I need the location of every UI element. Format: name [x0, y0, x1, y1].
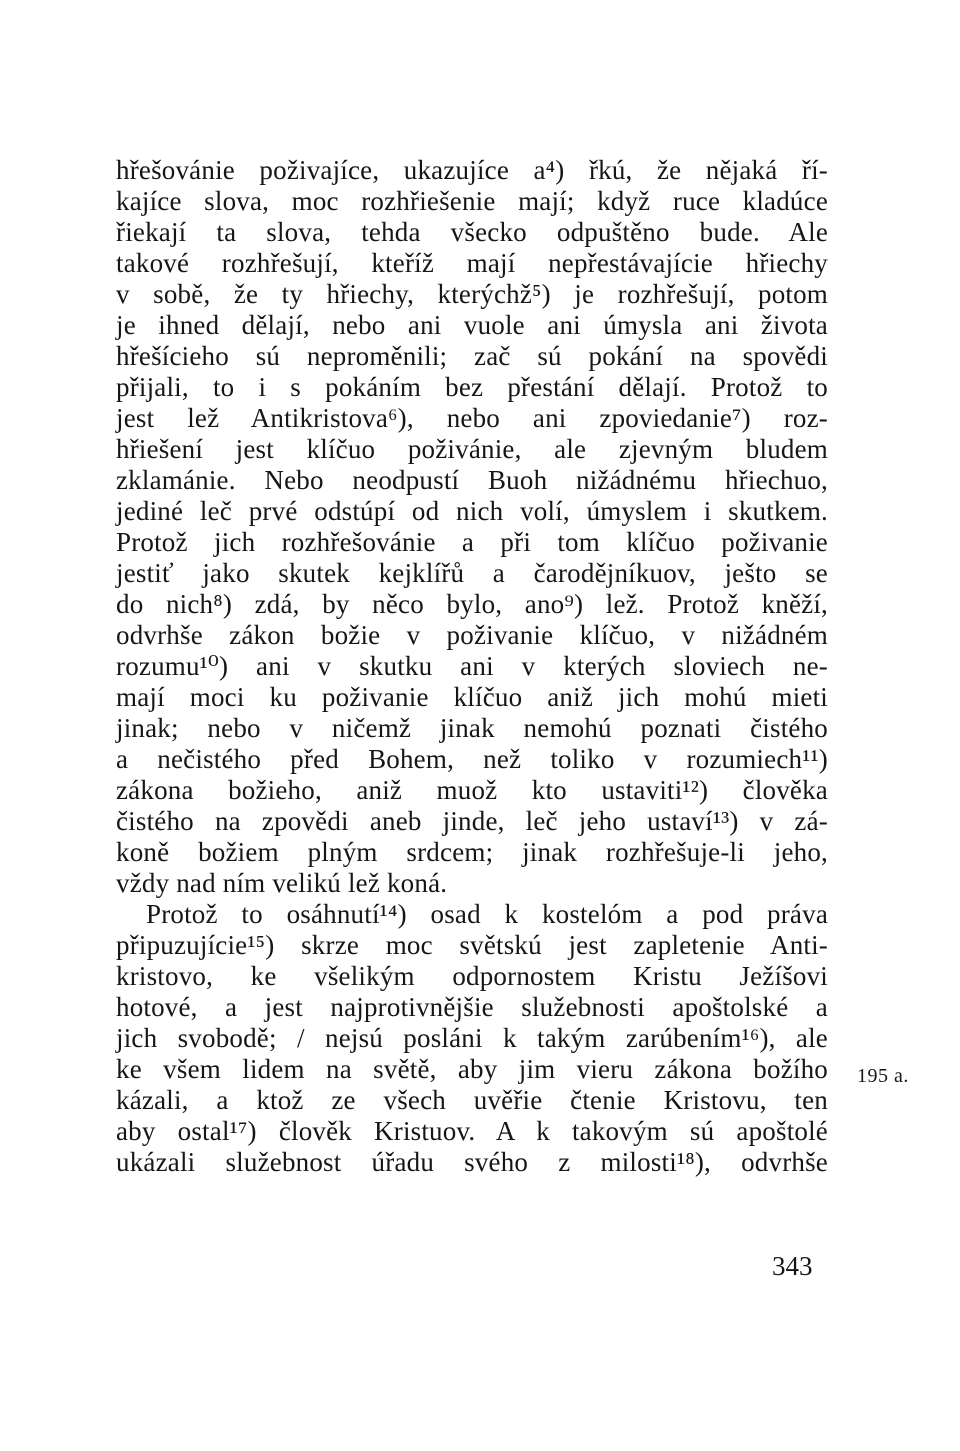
text-line: hřiešení jest klíčuo poživánie, ale zjevným bludem: [116, 434, 828, 464]
text-line: v sobě, že ty hřiechy, kterýchž⁵) je rozhřešují, potom: [116, 279, 828, 309]
page-number: 343: [772, 1251, 813, 1281]
text-line: rozumu¹⁰) ani v skutku ani v kterých sloviech ne-: [116, 651, 828, 681]
text-line: a nečistého před Bohem, než toliko v rozumiech¹¹): [116, 744, 828, 774]
text-line: mají moci ku poživanie klíčuo aniž jich mohú mieti: [116, 682, 828, 712]
text-line: zklamánie. Nebo neodpustí Buoh nižádnému hřiechuo,: [116, 465, 828, 495]
text-line: do nich⁸) zdá, by něco bylo, ano⁹) lež. Protož kněží,: [116, 589, 828, 619]
margin-folio-note: 195 a.: [857, 1065, 909, 1087]
text-line: hotové, a jest najprotivnějšie služebnosti apoštolské a: [116, 992, 828, 1022]
text-line: zákona božieho, aniž muož kto ustaviti¹²) člověka: [116, 775, 828, 805]
text-line: aby ostal¹⁷) člověk Kristuov. A k takovým sú apoštolé: [116, 1116, 828, 1146]
text-line: jinak; nebo v ničemž jinak nemohú poznati čistého: [116, 713, 828, 743]
body-text: [116, 155, 828, 1178]
text-line: jest lež Antikristova⁶), nebo ani zpoviedanie⁷) roz-: [116, 403, 828, 433]
paragraph-end-line: vždy nad ním velikú lež koná.: [116, 868, 448, 898]
text-line: ukázali služebnost úřadu svého z milosti¹⁸), odvrhše: [116, 1147, 828, 1177]
text-line: čistého na zpovědi aneb jinde, leč jeho ustaví¹³) v zá-: [116, 806, 828, 836]
text-line: hřešovánie poživajíce, ukazujíce a⁴) řkú, že nějaká ří-: [116, 155, 828, 185]
text-line: připuzujície¹⁵) skrze moc světskú jest zapletenie Anti-: [116, 930, 828, 960]
text-line: odvrhše zákon božie v poživanie klíčuo, v nižádném: [116, 620, 828, 650]
text-line: přijali, to i s pokáním bez přestání dělají. Protož to: [116, 372, 828, 402]
text-line: jediné leč prvé odstúpí od nich volí, úmyslem i skutkem.: [116, 496, 828, 526]
text-line: kázali, a ktož ze všech uvěřie čtenie Kristovu, ten: [116, 1085, 828, 1115]
text-line: kristovo, ke všelikým odpornostem Kristu Ježíšovi: [116, 961, 828, 991]
text-line: koně božiem plným srdcem; jinak rozhřešuje-li jeho,: [116, 837, 828, 867]
text-line: ke všem lidem na světě, aby jim vieru zákona božího: [116, 1054, 828, 1084]
text-line: jestiť jako skutek kejklířů a čarodějníkuov, ješto se: [116, 558, 828, 588]
text-line: hřešícieho sú neproměnili; zač sú pokání na spovědi: [116, 341, 828, 371]
text-line: takové rozhřešují, kteříž mají nepřestávajície hřiechy: [116, 248, 828, 278]
text-line: je ihned dělají, nebo ani vuole ani úmysla ani života: [116, 310, 828, 340]
text-line: řiekají ta slova, tehda všecko odpuštěno bude. Ale: [116, 217, 828, 247]
paragraph-start-line: Protož to osáhnutí¹⁴) osad k kostelóm a pod práva: [146, 899, 828, 929]
text-line: Protož jich rozhřešovánie a při tom klíčuo poživanie: [116, 527, 828, 557]
text-line: kajíce slova, moc rozhřiešenie mají; když ruce kladúce: [116, 186, 828, 216]
text-line: jich svobodě; / nejsú posláni k takým zarúbením¹⁶), ale: [116, 1023, 828, 1053]
